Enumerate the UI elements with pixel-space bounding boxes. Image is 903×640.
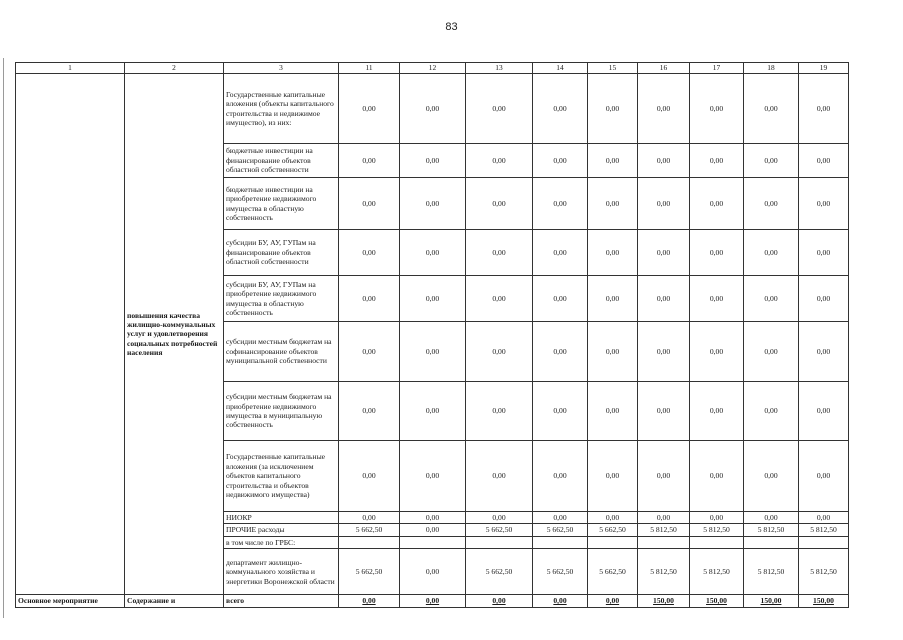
value-cell: 0,00 xyxy=(638,276,690,322)
value-cell: 0,00 xyxy=(466,74,533,144)
value-cell: 0,00 xyxy=(638,74,690,144)
value-cell xyxy=(466,536,533,548)
value-cell: 0,00 xyxy=(588,178,638,230)
value-cell: 0,00 xyxy=(690,322,744,382)
value-cell: 0,00 xyxy=(466,230,533,276)
value-cell: 5 812,50 xyxy=(638,549,690,595)
value-cell: 0,00 xyxy=(339,276,400,322)
value-cell: 0,00 xyxy=(744,230,799,276)
value-cell: 0,00 xyxy=(533,74,588,144)
value-cell: 0,00 xyxy=(466,595,533,607)
value-cell: 5 812,50 xyxy=(744,549,799,595)
column-header: 1 xyxy=(16,63,125,74)
value-cell: 0,00 xyxy=(400,382,466,441)
value-cell: 0,00 xyxy=(690,276,744,322)
value-cell: 0,00 xyxy=(690,382,744,441)
value-cell: 0,00 xyxy=(400,441,466,512)
value-cell: 0,00 xyxy=(339,322,400,382)
value-cell: 0,00 xyxy=(744,276,799,322)
value-cell: 5 662,50 xyxy=(588,549,638,595)
value-cell: 0,00 xyxy=(638,144,690,178)
value-cell: 0,00 xyxy=(690,178,744,230)
value-cell: 5 812,50 xyxy=(638,524,690,536)
value-cell: 5 812,50 xyxy=(799,524,849,536)
activity-goal-cell: повышения качества жилищно-коммунальных услуг и удовлетворения социальных потребностей населения xyxy=(125,74,224,595)
value-cell: 0,00 xyxy=(638,382,690,441)
value-cell: 0,00 xyxy=(339,74,400,144)
funding-source-cell: в том числе по ГРБС: xyxy=(224,536,339,548)
value-cell: 0,00 xyxy=(799,512,849,524)
page-edge-rule xyxy=(3,58,4,618)
column-header: 17 xyxy=(690,63,744,74)
value-cell: 0,00 xyxy=(744,178,799,230)
column-header: 14 xyxy=(533,63,588,74)
value-cell: 0,00 xyxy=(466,512,533,524)
value-cell xyxy=(690,536,744,548)
value-cell: 5 812,50 xyxy=(690,549,744,595)
value-cell: 0,00 xyxy=(533,276,588,322)
value-cell: 0,00 xyxy=(400,74,466,144)
activity-type-cell: Основное мероприятие xyxy=(16,595,125,607)
value-cell: 0,00 xyxy=(339,144,400,178)
value-cell: 150,00 xyxy=(638,595,690,607)
value-cell: 5 812,50 xyxy=(799,549,849,595)
table-row-main-activity xyxy=(16,595,849,607)
value-cell xyxy=(799,536,849,548)
column-header: 16 xyxy=(638,63,690,74)
value-cell: 0,00 xyxy=(588,322,638,382)
column-header: 13 xyxy=(466,63,533,74)
value-cell: 0,00 xyxy=(466,144,533,178)
value-cell: 150,00 xyxy=(744,595,799,607)
value-cell: 0,00 xyxy=(400,512,466,524)
value-cell: 0,00 xyxy=(339,230,400,276)
value-cell: 0,00 xyxy=(466,382,533,441)
value-cell: 0,00 xyxy=(588,441,638,512)
funding-source-cell: субсидии местным бюджетам на приобретение недвижимого имущества в муниципальную собственность xyxy=(224,382,339,441)
column-header: 15 xyxy=(588,63,638,74)
value-cell: 0,00 xyxy=(744,322,799,382)
value-cell xyxy=(339,536,400,548)
value-cell: 0,00 xyxy=(690,230,744,276)
value-cell: 0,00 xyxy=(744,382,799,441)
value-cell xyxy=(400,536,466,548)
value-cell: 0,00 xyxy=(799,276,849,322)
value-cell: 0,00 xyxy=(466,276,533,322)
value-cell: 0,00 xyxy=(799,144,849,178)
funding-source-cell: ПРОЧИЕ расходы xyxy=(224,524,339,536)
value-cell: 0,00 xyxy=(533,441,588,512)
value-cell: 5 662,50 xyxy=(533,549,588,595)
value-cell: 0,00 xyxy=(533,595,588,607)
value-cell: 0,00 xyxy=(400,322,466,382)
table-row xyxy=(16,74,849,144)
column-header: 2 xyxy=(125,63,224,74)
value-cell: 5 662,50 xyxy=(339,524,400,536)
value-cell: 0,00 xyxy=(638,322,690,382)
value-cell: 0,00 xyxy=(400,524,466,536)
value-cell: 0,00 xyxy=(466,178,533,230)
value-cell: 5 662,50 xyxy=(466,549,533,595)
value-cell: 0,00 xyxy=(744,512,799,524)
column-number-row xyxy=(16,63,849,74)
value-cell: 0,00 xyxy=(799,382,849,441)
value-cell: 0,00 xyxy=(339,178,400,230)
activity-type-cell xyxy=(16,74,125,595)
value-cell: 0,00 xyxy=(690,512,744,524)
value-cell: 0,00 xyxy=(690,144,744,178)
value-cell: 0,00 xyxy=(339,595,400,607)
value-cell: 0,00 xyxy=(638,512,690,524)
column-header: 18 xyxy=(744,63,799,74)
funding-source-cell: бюджетные инвестиции на приобретение недвижимого имущества в областную собственность xyxy=(224,178,339,230)
funding-source-cell: субсидии местным бюджетам на софинансирование объектов муниципальной собственности xyxy=(224,322,339,382)
value-cell: 0,00 xyxy=(339,441,400,512)
value-cell: 0,00 xyxy=(588,144,638,178)
value-cell: 0,00 xyxy=(799,322,849,382)
value-cell: 0,00 xyxy=(466,322,533,382)
table-body xyxy=(16,74,849,608)
funding-source-cell: субсидии БУ, АУ, ГУПам на финансирование объектов областной собственности xyxy=(224,230,339,276)
funding-source-cell: бюджетные инвестиции на финансирование объектов областной собственности xyxy=(224,144,339,178)
value-cell: 0,00 xyxy=(466,441,533,512)
value-cell: 0,00 xyxy=(799,178,849,230)
column-header: 12 xyxy=(400,63,466,74)
activity-name-cell: Содержание и xyxy=(125,595,224,607)
value-cell: 0,00 xyxy=(588,74,638,144)
value-cell: 0,00 xyxy=(533,382,588,441)
value-cell: 5 662,50 xyxy=(533,524,588,536)
column-header: 11 xyxy=(339,63,400,74)
value-cell: 0,00 xyxy=(588,230,638,276)
value-cell: 5 812,50 xyxy=(690,524,744,536)
funding-source-cell: всего xyxy=(224,595,339,607)
value-cell: 5 662,50 xyxy=(466,524,533,536)
value-cell: 0,00 xyxy=(744,144,799,178)
value-cell: 0,00 xyxy=(400,549,466,595)
value-cell: 5 662,50 xyxy=(339,549,400,595)
value-cell: 0,00 xyxy=(339,382,400,441)
column-header: 3 xyxy=(224,63,339,74)
value-cell: 5 812,50 xyxy=(744,524,799,536)
value-cell xyxy=(533,536,588,548)
value-cell: 0,00 xyxy=(588,595,638,607)
value-cell: 150,00 xyxy=(799,595,849,607)
value-cell: 0,00 xyxy=(744,74,799,144)
value-cell: 0,00 xyxy=(400,230,466,276)
value-cell: 0,00 xyxy=(690,74,744,144)
value-cell: 0,00 xyxy=(690,441,744,512)
funding-source-cell: субсидии БУ, АУ, ГУПам на приобретение недвижимого имущества в областную собственность xyxy=(224,276,339,322)
value-cell: 0,00 xyxy=(799,230,849,276)
value-cell: 0,00 xyxy=(400,276,466,322)
value-cell: 0,00 xyxy=(588,276,638,322)
value-cell: 0,00 xyxy=(533,322,588,382)
value-cell xyxy=(744,536,799,548)
value-cell: 5 662,50 xyxy=(588,524,638,536)
value-cell: 0,00 xyxy=(588,512,638,524)
value-cell: 0,00 xyxy=(588,382,638,441)
value-cell: 150,00 xyxy=(690,595,744,607)
value-cell: 0,00 xyxy=(339,512,400,524)
value-cell xyxy=(638,536,690,548)
value-cell: 0,00 xyxy=(638,230,690,276)
value-cell: 0,00 xyxy=(638,441,690,512)
value-cell xyxy=(588,536,638,548)
value-cell: 0,00 xyxy=(799,441,849,512)
funding-source-cell: Государственные капитальные вложения (за исключением объектов капитального строительства и объектов недвижимого имущества) xyxy=(224,441,339,512)
value-cell: 0,00 xyxy=(400,595,466,607)
funding-source-cell: НИОКР xyxy=(224,512,339,524)
funding-source-cell: департамент жилищно-коммунального хозяйства и энергетики Воронежской области xyxy=(224,549,339,595)
value-cell: 0,00 xyxy=(744,441,799,512)
column-header: 19 xyxy=(799,63,849,74)
value-cell: 0,00 xyxy=(799,74,849,144)
value-cell: 0,00 xyxy=(533,512,588,524)
funding-source-cell: Государственные капитальные вложения (объекты капитального строительства и недвижимое имущество), из них: xyxy=(224,74,339,144)
value-cell: 0,00 xyxy=(638,178,690,230)
value-cell: 0,00 xyxy=(533,230,588,276)
value-cell: 0,00 xyxy=(400,144,466,178)
page-number: 83 xyxy=(445,21,458,33)
budget-table xyxy=(15,62,849,608)
value-cell: 0,00 xyxy=(400,178,466,230)
value-cell: 0,00 xyxy=(533,144,588,178)
value-cell: 0,00 xyxy=(533,178,588,230)
